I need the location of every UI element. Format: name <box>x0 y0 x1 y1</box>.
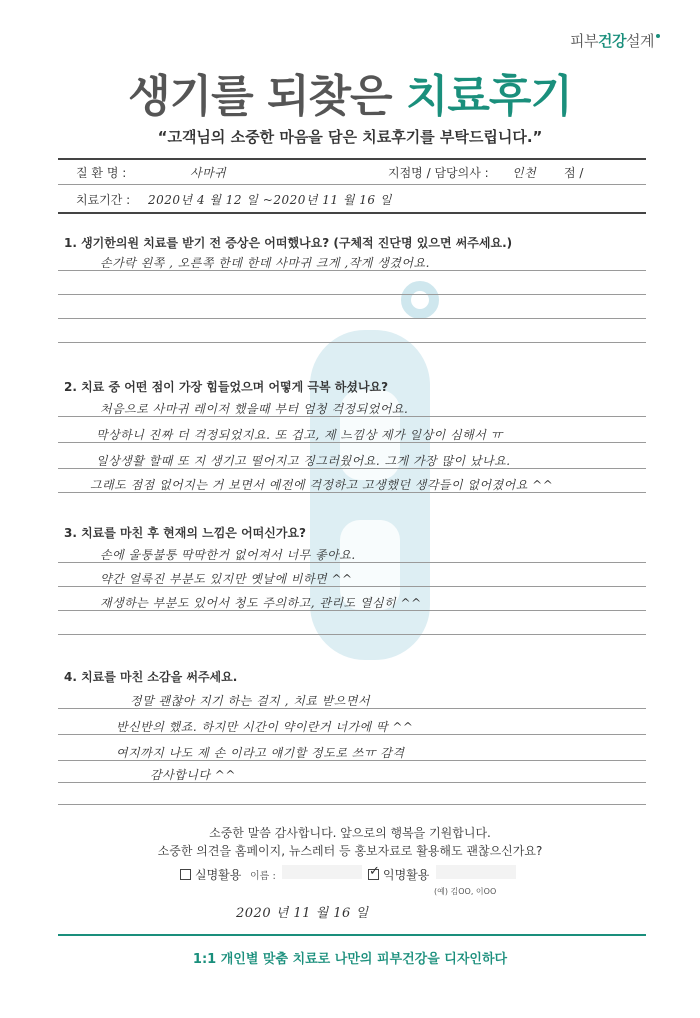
answer-line <box>58 634 646 635</box>
answer-line <box>58 270 646 271</box>
question-1: 1. 생기한의원 치료를 받기 전 증상은 어떠했나요? (구체적 진단명 있으면 써주세요.) <box>64 236 513 250</box>
answer-line <box>58 442 646 443</box>
answer-line <box>58 586 646 587</box>
question-3: 3. 치료를 마친 후 현재의 느낌은 어떠신가요? <box>64 526 307 540</box>
answer-line <box>58 610 646 611</box>
name-field-redacted <box>282 865 362 879</box>
anon-field-redacted <box>436 865 516 879</box>
question-2: 2. 치료 중 어떤 점이 가장 힘들었으며 어떻게 극복 하셨나요? <box>64 380 389 394</box>
real-name-option[interactable]: 실명활용 <box>180 866 241 883</box>
answer-4-line-2: 반신반의 했죠. 하지만 시간이 약이란거 너가에 딱 ^^ <box>116 720 414 734</box>
brand-dot-icon <box>656 34 660 38</box>
info-divider <box>58 184 646 185</box>
answer-2-line-2: 막상하니 진짜 더 걱정되었지요. 또 겁고, 제 느낌상 제가 일상이 심해서 ㅠ <box>96 428 503 442</box>
signed-date: 2020 년 11 월 16 일 <box>236 906 369 921</box>
footer-divider <box>58 934 646 936</box>
disease-label: 질 환 명 : <box>76 166 127 180</box>
example-note: (예) 김OO, 이OO <box>434 887 497 896</box>
info-top-border <box>58 158 646 160</box>
branch-suffix: 점 / <box>564 166 584 180</box>
answer-4-line-3: 여지까지 나도 제 손 이라고 얘기할 정도로 쓰ㅠ 감격 <box>116 746 405 760</box>
branch-label: 지점명 / 담당의사 : <box>388 166 489 180</box>
answer-2-line-1: 처음으로 사마귀 레이저 했을때 부터 엄청 걱정되었어요. <box>100 402 409 416</box>
info-bottom-border <box>58 212 646 214</box>
answer-2-line-3: 일상생활 할때 또 지 생기고 떨어지고 징그러웠어요. 그게 가장 많이 났나요. <box>96 454 511 468</box>
answer-line <box>58 708 646 709</box>
answer-4-line-1: 정말 괜찮아 지기 하는 걸지 , 치료 받으면서 <box>130 694 371 708</box>
page-title: 생기를 되찾은 치료후기 <box>128 71 572 122</box>
answer-4-line-4: 감사합니다 ^^ <box>150 768 236 782</box>
branch-value: 인천 <box>512 166 537 180</box>
real-name-checkbox[interactable] <box>180 869 191 880</box>
anonymous-checkbox[interactable] <box>368 864 380 880</box>
check-mark-icon: ✓ <box>369 864 380 879</box>
answer-line <box>58 734 646 735</box>
answer-3-line-2: 약간 얼룩진 부분도 있지만 옛날에 비하면 ^^ <box>100 572 353 586</box>
answer-line <box>58 492 646 493</box>
answer-line <box>58 804 646 805</box>
answer-line <box>58 294 646 295</box>
answer-line <box>58 760 646 761</box>
closing-consent-question: 소중한 의견을 홈페이지, 뉴스레터 등 홍보자료로 활용해도 괜찮으신가요? <box>157 844 543 858</box>
answer-line <box>58 562 646 563</box>
anonymous-option[interactable]: ✓ 익명활용 <box>369 864 430 882</box>
watermark-logo <box>300 280 450 670</box>
answer-line <box>58 782 646 783</box>
answer-3-line-1: 손에 울퉁불퉁 딱딱한거 없어져서 너무 좋아요. <box>100 548 356 562</box>
answer-line <box>58 416 646 417</box>
answer-2-line-4: 그래도 점점 없어지는 거 보면서 예전에 걱정하고 고생했던 생각들이 없어졌어요 ^^ <box>90 478 554 492</box>
answer-line <box>58 468 646 469</box>
answer-line <box>58 318 646 319</box>
bottom-tagline: 1:1 개인별 맞춤 치료로 나만의 피부건강을 디자인하다 <box>192 952 508 967</box>
answer-3-line-3: 재생하는 부분도 있어서 청도 주의하고, 관리도 열심히 ^^ <box>100 596 422 610</box>
disease-value: 사마귀 <box>190 166 227 180</box>
name-label: 이름 : <box>250 871 276 882</box>
closing-thanks: 소중한 말씀 감사합니다. 앞으로의 행복을 기원합니다. <box>209 826 491 840</box>
question-4: 4. 치료를 마친 소감을 써주세요. <box>64 670 238 684</box>
subtitle: “고객님의 소중한 마음을 담은 치료후기를 부탁드립니다.” <box>157 128 543 146</box>
period-label: 치료기간 : <box>76 193 131 207</box>
answer-1-line-1: 손가락 왼쪽 , 오른쪽 한데 한데 사마귀 크게 ,작게 생겼어요. <box>100 256 430 270</box>
period-value: 2020년 4 월 12 일 ~2020년 11 월 16 일 <box>148 193 392 207</box>
answer-line <box>58 342 646 343</box>
brand-logo: 피부건강설계 <box>570 30 660 51</box>
